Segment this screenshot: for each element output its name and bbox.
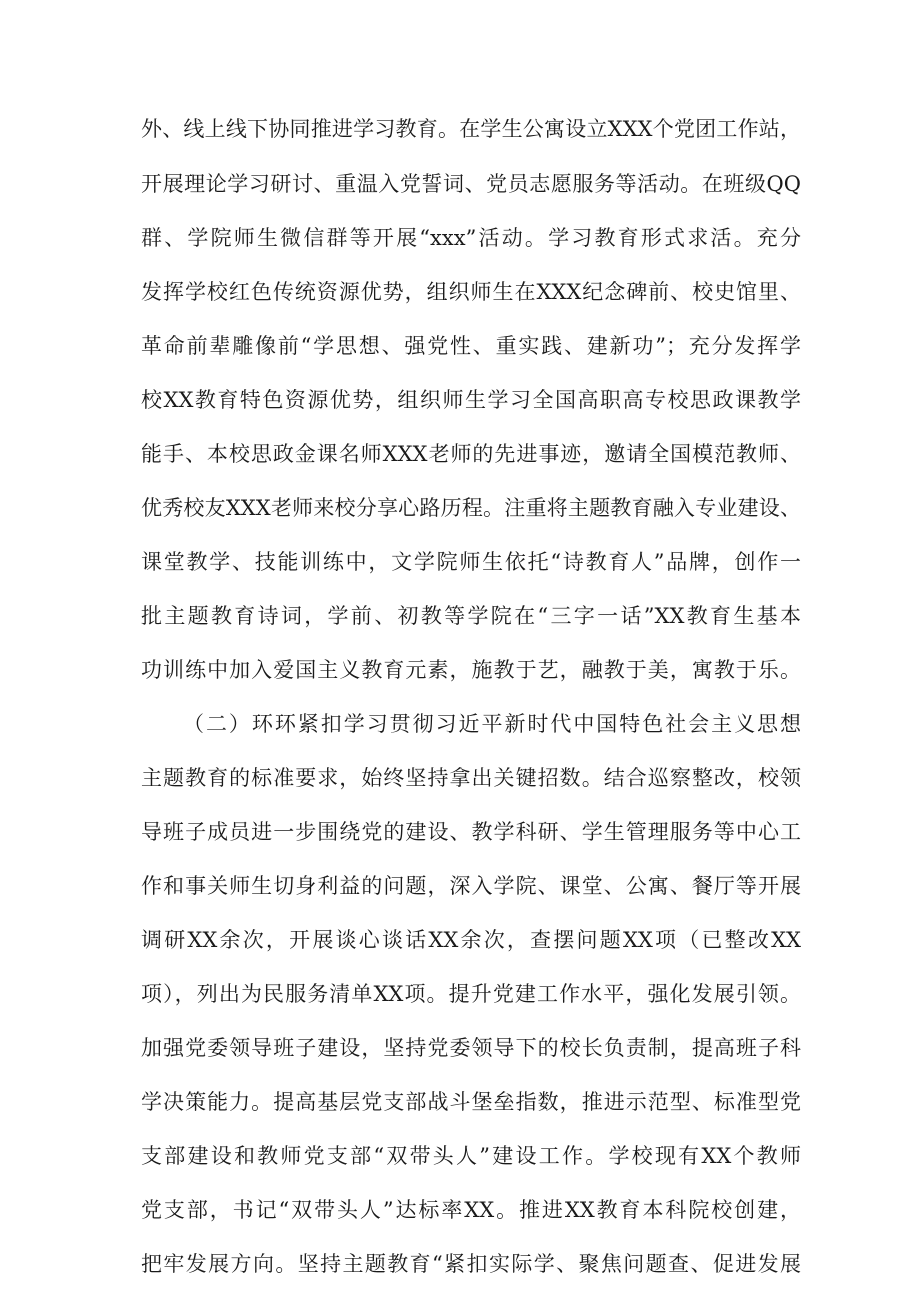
paragraph-1-line-9: 课堂教学、技能训练中，文学院师生依托“诗教育人”品牌，创作一 — [141, 550, 801, 574]
paragraph-2-line-3: 导班子成员进一步围绕党的建设、教学科研、学生管理服务等中心工 — [141, 820, 801, 844]
paragraph-2-line-6: 项），列出为民服务清单XX项。提升党建工作水平，强化发展引领。 — [141, 982, 801, 1006]
paragraph-2-line-7: 加强党委领导班子建设，坚持党委领导下的校长负责制，提高班子科 — [141, 1036, 801, 1060]
paragraph-1-line-5: 革命前辈雕像前“学思想、强党性、重实践、建新功”；充分发挥学 — [141, 334, 801, 358]
paragraph-2-line-10: 党支部，书记“双带头人”达标率XX。推进XX教育本科院校创建， — [141, 1198, 801, 1222]
paragraph-1-line-1: 外、线上线下协同推进学习教育。在学生公寓设立XXX个党团工作站， — [141, 117, 801, 141]
paragraph-1-line-8: 优秀校友XXX老师来校分享心路历程。注重将主题教育融入专业建设、 — [141, 496, 801, 520]
paragraph-2-line-9: 支部建设和教师党支部“双带头人”建设工作。学校现有XX个教师 — [141, 1144, 801, 1168]
paragraph-2-line-8: 学决策能力。提高基层党支部战斗堡垒指数，推进示范型、标准型党 — [141, 1090, 801, 1114]
paragraph-2-line-4: 作和事关师生切身利益的问题，深入学院、课堂、公寓、餐厅等开展 — [141, 874, 801, 898]
paragraph-1-line-2: 开展理论学习研讨、重温入党誓词、党员志愿服务等活动。在班级QQ — [141, 172, 801, 196]
paragraph-2-line-2: 主题教育的标准要求，始终坚持拿出关键招数。结合巡察整改，校领 — [141, 766, 801, 790]
paragraph-2-line-5: 调研XX余次，开展谈心谈话XX余次，查摆问题XX项（已整改XX — [141, 928, 801, 952]
paragraph-2-line-11: 把牢发展方向。坚持主题教育“紧扣实际学、聚焦问题查、促进发展 — [141, 1252, 801, 1276]
paragraph-1-line-7: 能手、本校思政金课名师XXX老师的先进事迹，邀请全国模范教师、 — [141, 442, 801, 466]
paragraph-1-line-4: 发挥学校红色传统资源优势，组织师生在XXX纪念碑前、校史馆里、 — [141, 280, 801, 304]
paragraph-1-line-6: 校XX教育特色资源优势，组织师生学习全国高职高专校思政课教学 — [141, 388, 801, 412]
paragraph-1-line-11: 功训练中加入爱国主义教育元素，施教于艺，融教于美，寓教于乐。 — [141, 658, 801, 682]
paragraph-2-line-1: （二）环环紧扣学习贯彻习近平新时代中国特色社会主义思想 — [183, 712, 801, 736]
paragraph-1-line-3: 群、学院师生微信群等开展“xxx”活动。学习教育形式求活。充分 — [141, 226, 801, 250]
paragraph-1-line-10: 批主题教育诗词，学前、初教等学院在“三字一话”XX教育生基本 — [141, 604, 801, 628]
